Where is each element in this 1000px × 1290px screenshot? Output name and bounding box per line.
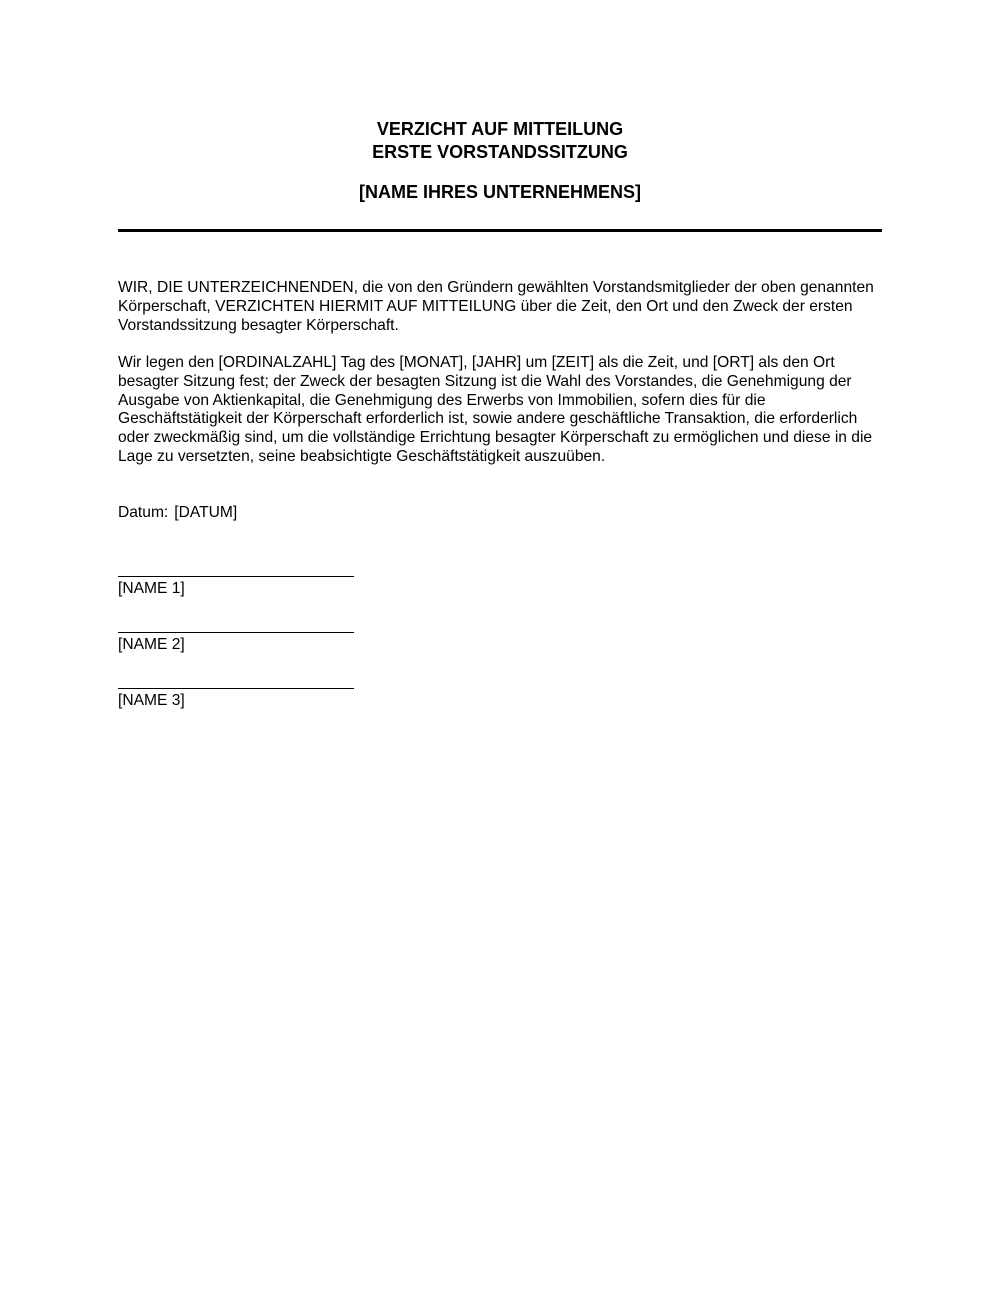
paragraph-waiver: WIR, DIE UNTERZEICHNENDEN, die von den Gründern gewählten Vorstandsmitglieder der oben genannten Körperschaft, VERZICHTEN HIERMIT AUF MITTEILUNG über die Zeit, den Ort und den Zweck der ersten Vorstandssitzung besagter Körperschaft.	[118, 279, 874, 334]
signatory-name: [NAME 3]	[118, 692, 185, 709]
signature-line	[118, 632, 354, 633]
title-line-1: VERZICHT AUF MITTEILUNG	[376, 119, 624, 139]
signature-line	[118, 688, 354, 689]
signature-block-1	[118, 576, 354, 598]
date-value: [DATUM]	[174, 504, 238, 521]
document-title	[118, 118, 882, 164]
title-line-2: ERSTE VORSTANDSSITZUNG	[372, 142, 628, 162]
signatory-name: [NAME 2]	[118, 636, 185, 653]
date-label: Datum:	[118, 504, 169, 521]
signature-block-3	[118, 688, 354, 710]
date-line	[118, 503, 237, 522]
company-name-placeholder: [NAME IHRES UNTERNEHMENS]	[358, 182, 641, 202]
paragraph-meeting-details: Wir legen den [ORDINALZAHL] Tag des [MONAT], [JAHR] um [ZEIT] als die Zeit, und [ORT] als den Ort besagter Sitzung fest; der Zweck der besagten Sitzung ist die Wahl des Vorstandes, die Genehmigung der Ausgabe von Aktienkapital, die Genehmigung des Erwerbs von Immobilien, sofern dies für die Geschäftstätigkeit der Körperschaft erforderlich ist, sowie andere geschäftliche Transaktion, die erforderlich oder zweckmäßig sind, um die vollständige Errichtung besagter Körperschaft zu ermöglichen und diese in die Lage zu versetzten, seine beabsichtigte Geschäftstätigkeit auszuüben.	[118, 354, 873, 465]
signature-line	[118, 576, 354, 577]
signatory-name: [NAME 1]	[118, 580, 185, 597]
title-divider	[118, 229, 882, 232]
signature-block-2	[118, 632, 354, 654]
